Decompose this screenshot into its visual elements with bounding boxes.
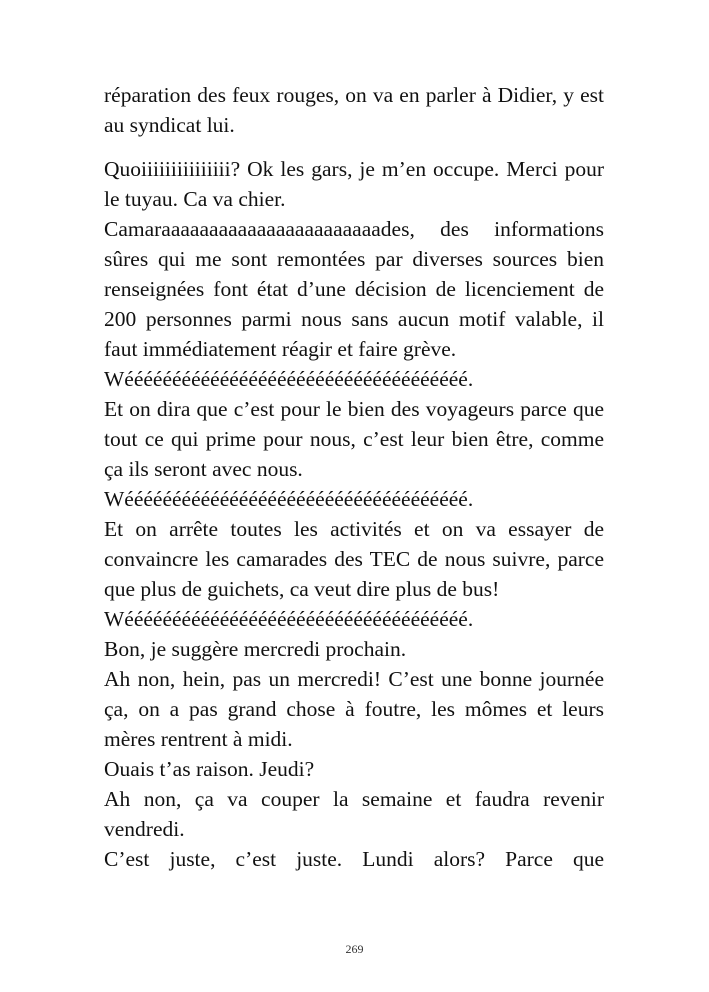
paragraph: Et on arrête toutes les activités et on va essayer de convaincre les camarades des TEC de nous suivre, parce que plus de guichets, ca veut dire plus de bus! [104, 517, 604, 601]
paragraph: Ah non, hein, pas un mercredi! C’est une bonne journée ça, on a pas grand chose à foutre, les mômes et leurs mères rentrent à midi. [104, 667, 604, 751]
paragraph: Ah non, ça va couper la semaine et faudra revenir vendredi. [104, 787, 604, 841]
paragraph: Quoiiiiiiiiiiiiiii? Ok les gars, je m’en occupe. Merci pour le tuyau. Ca va chier. [104, 157, 604, 211]
paragraph: Wéééééééééééééééééééééééééééééééééééé. [104, 367, 474, 391]
page-body-text [104, 80, 604, 874]
paragraph: Camaraaaaaaaaaaaaaaaaaaaaaaades, des informations sûres qui me sont remontées par diverses sources bien renseignées font état d’une décision de licenciement de 200 personnes parmi nous sans aucun motif valable, il faut immédiatement réagir et faire grève. [104, 217, 604, 361]
paragraph: Wéééééééééééééééééééééééééééééééééééé. [104, 487, 474, 511]
paragraph: C’est juste, c’est juste. Lundi alors? Parce que [104, 847, 604, 871]
paragraph: Ouais t’as raison. Jeudi? [104, 757, 315, 781]
page-number: 269 [345, 942, 364, 956]
paragraph: réparation des feux rouges, on va en parler à Didier, y est au syndicat lui. [104, 83, 604, 137]
paragraph: Et on dira que c’est pour le bien des voyageurs parce que tout ce qui prime pour nous, c’est leur bien être, comme ça ils seront avec nous. [104, 397, 604, 481]
paragraph: Bon, je suggère mercredi prochain. [104, 637, 407, 661]
paragraph: Wéééééééééééééééééééééééééééééééééééé. [104, 607, 474, 631]
